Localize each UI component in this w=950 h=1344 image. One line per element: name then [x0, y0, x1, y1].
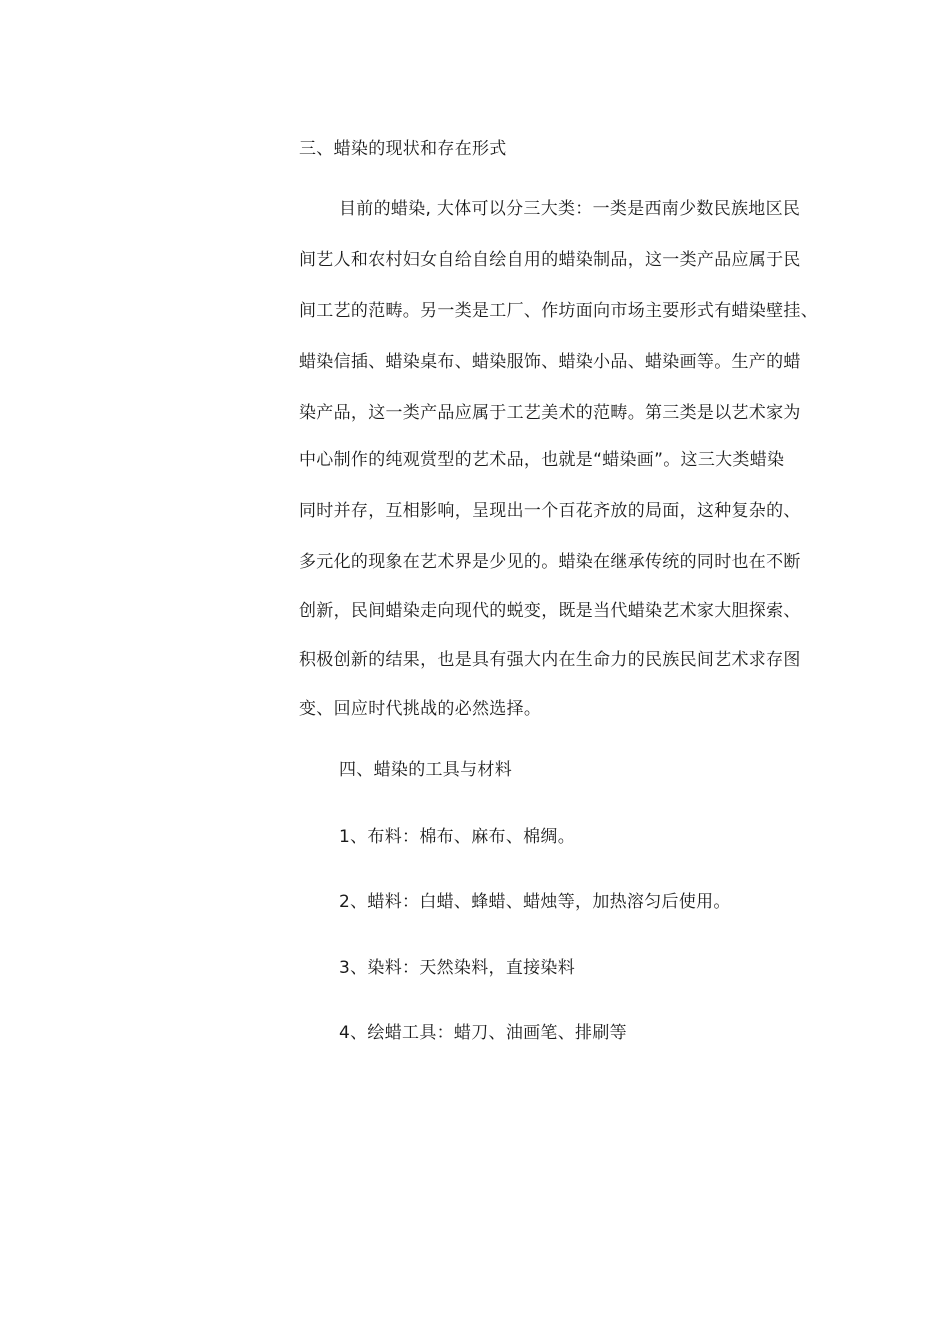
list-item: 3、染料：天然染料，直接染料: [339, 958, 576, 978]
section-3-heading: 三、蜡染的现状和存在形式: [299, 139, 507, 159]
paragraph-line: 间艺人和农村妇女自给自绘自用的蜡染制品，这一类产品应属于民: [299, 250, 801, 270]
paragraph-line: 染产品，这一类产品应属于工艺美术的范畴。第三类是以艺术家为: [299, 403, 801, 423]
paragraph-line: 变、回应时代挑战的必然选择。: [299, 699, 542, 719]
paragraph-line: 蜡染信插、蜡染桌布、蜡染服饰、蜡染小品、蜡染画等。生产的蜡: [299, 352, 801, 372]
paragraph-line: 多元化的现象在艺术界是少见的。蜡染在继承传统的同时也在不断: [299, 552, 801, 572]
paragraph-line: 积极创新的结果，也是具有强大内在生命力的民族民间艺术求存图: [299, 650, 801, 670]
paragraph-line: 间工艺的范畴。另一类是工厂、作坊面向市场主要形式有蜡染壁挂、: [299, 301, 818, 321]
list-item: 1、布料：棉布、麻布、棉绸。: [339, 827, 576, 847]
list-item: 4、绘蜡工具：蜡刀、油画笔、排刷等: [339, 1023, 627, 1043]
paragraph-line: 同时并存，互相影响，呈现出一个百花齐放的局面，这种复杂的、: [299, 501, 801, 521]
paragraph-line: 中心制作的纯观赏型的艺术品，也就是“蜡染画”。这三大类蜡染: [299, 450, 785, 470]
section-4-heading: 四、蜡染的工具与材料: [339, 760, 512, 780]
list-item: 2、蜡料：白蜡、蜂蜡、蜡烛等，加热溶匀后使用。: [339, 892, 731, 912]
paragraph-line: 目前的蜡染, 大体可以分三大类：一类是西南少数民族地区民: [339, 199, 801, 219]
paragraph-line: 创新，民间蜡染走向现代的蜕变，既是当代蜡染艺术家大胆探索、: [299, 601, 801, 621]
